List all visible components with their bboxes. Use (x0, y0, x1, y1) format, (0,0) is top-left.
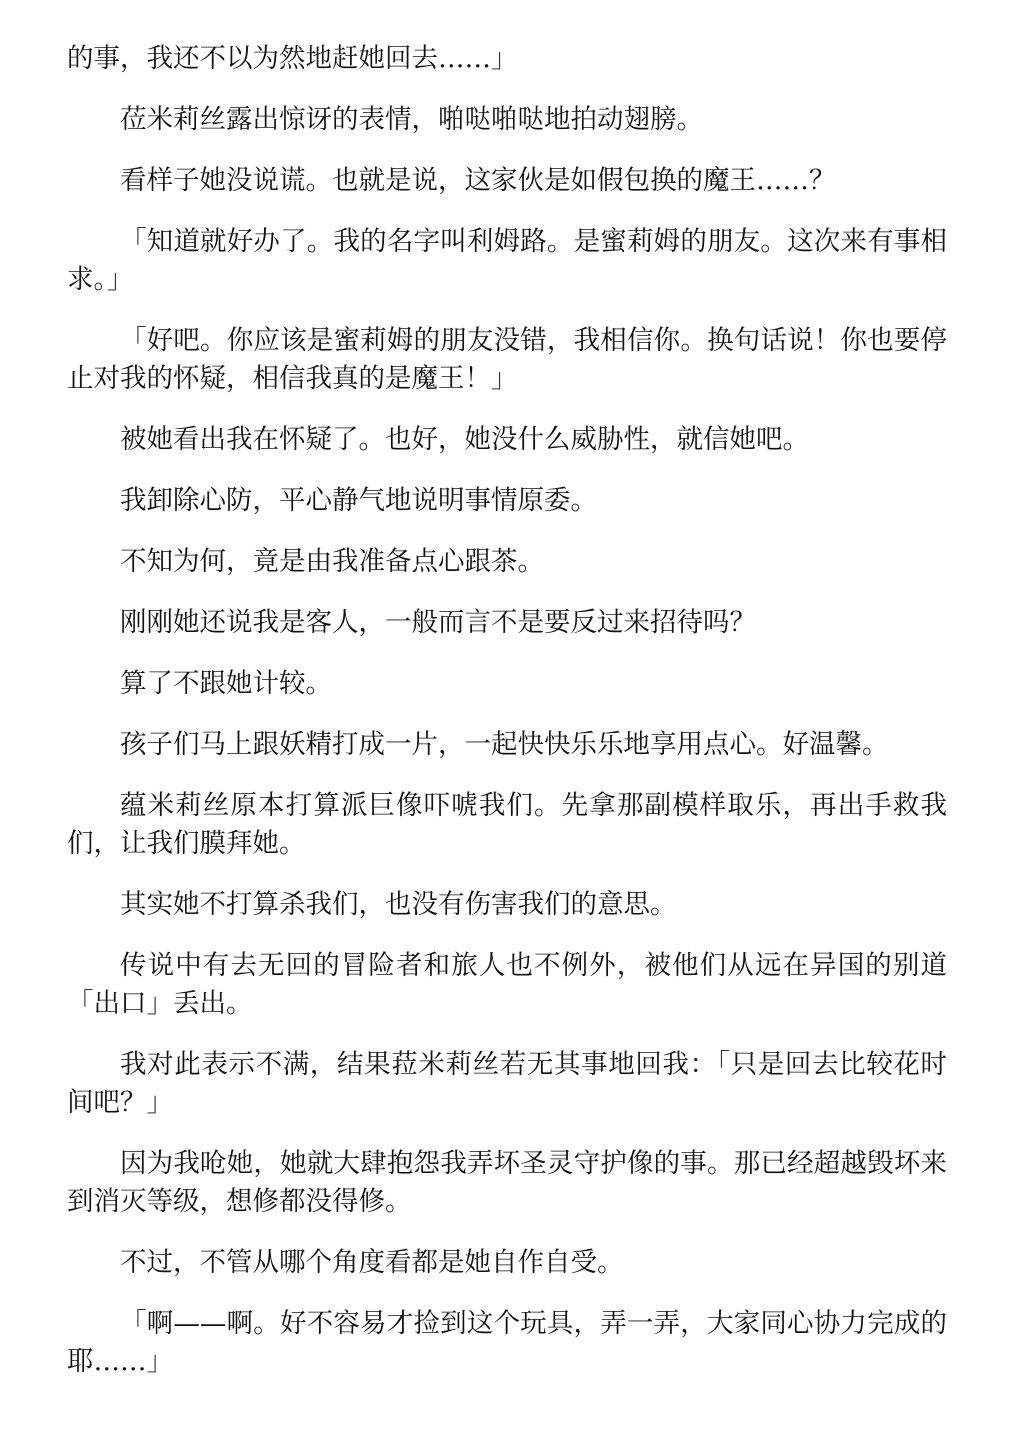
paragraph: 其实她不打算杀我们，也没有伤害我们的意思。 (120, 889, 677, 920)
paragraph: 算了不跟她计较。 (120, 668, 332, 699)
paragraph: 蕴米莉丝原本打算派巨像吓唬我们。先拿那副模样取乐，再出手救我们，让我们膜拜她。 (67, 790, 947, 859)
paragraph: 孩子们马上跟妖精打成一片，一起快快乐乐地享用点心。好温馨。 (120, 729, 889, 760)
paragraph: 我卸除心防，平心静气地说明事情原委。 (120, 485, 597, 516)
paragraph: 传说中有去无回的冒险者和旅人也不例外，被他们从远在异国的别道「出口」丢出。 (67, 950, 947, 1019)
paragraph: 的事，我还不以为然地赶她回去……」 (67, 43, 518, 74)
paragraph: 「啊——啊。好不容易才捡到这个玩具，弄一弄，大家同心协力完成的耶……」 (67, 1308, 947, 1377)
paragraph: 不过，不管从哪个角度看都是她自作自受。 (120, 1247, 624, 1278)
paragraph: 我对此表示不满，结果菈米莉丝若无其事地回我：「只是回去比较花时间吧？」 (67, 1049, 947, 1118)
paragraph: 刚刚她还说我是客人，一般而言不是要反过来招待吗？ (120, 607, 756, 638)
paragraph: 被她看出我在怀疑了。也好，她没什么威胁性，就信她吧。 (120, 424, 809, 455)
body-text (67, 40, 947, 1404)
paragraph: 看样子她没说谎。也就是说，这家伙是如假包换的魔王……？ (120, 165, 836, 196)
paragraph: 「知道就好办了。我的名字叫利姆路。是蜜莉姆的朋友。这次来有事相求。」 (67, 226, 947, 295)
paragraph: 因为我呛她，她就大肆抱怨我弄坏圣灵守护像的事。那已经超越毁坏来到消灭等级，想修都没得修。 (67, 1148, 947, 1217)
paragraph: 不知为何，竟是由我准备点心跟茶。 (120, 546, 544, 577)
paragraph: 莅米莉丝露出惊讶的表情，啪哒啪哒地拍动翅膀。 (120, 104, 703, 135)
paragraph: 「好吧。你应该是蜜莉姆的朋友没错，我相信你。换句话说！你也要停止对我的怀疑，相信我真的是魔王！」 (67, 325, 947, 394)
